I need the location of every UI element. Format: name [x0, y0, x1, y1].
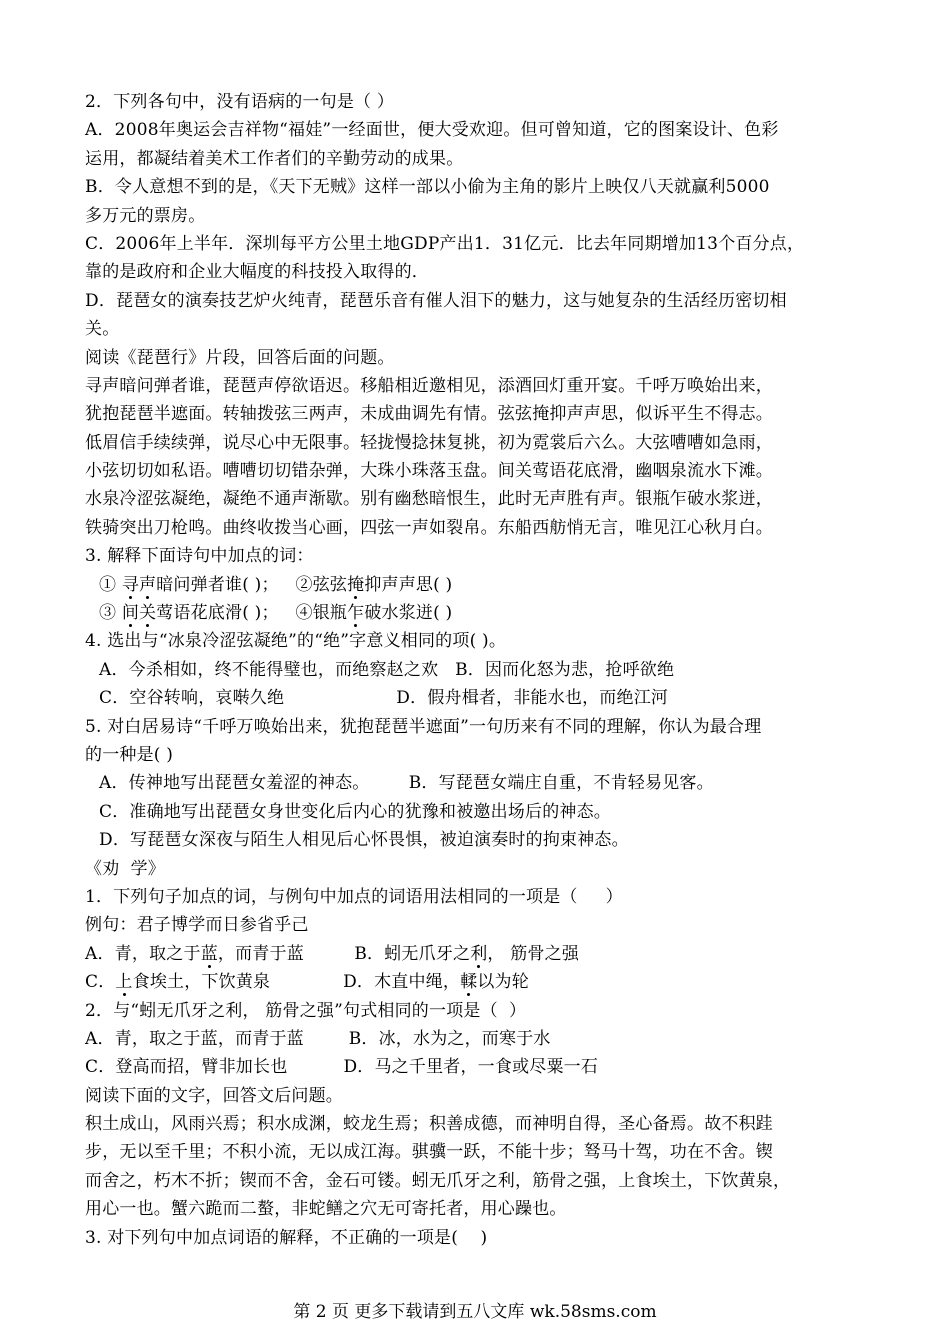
pipa-passage-line: 小弦切切如私语。嘈嘈切切错杂弹，大珠小珠落玉盘。间关莺语花底滑，幽咽泉流水下滩。 [85, 461, 773, 482]
question-2-stem: 2．下列各句中，没有语病的一句是（ ） [85, 92, 395, 112]
quanxue-passage-line: 步，无以至千里；不积小流，无以成江海。骐骥一跃，不能十步；驽马十驾，功在不舍。锲 [85, 1142, 773, 1163]
pipa-reading-intro: 阅读《琵琶行》片段，回答后面的问题。 [85, 347, 395, 368]
pipa-question-3-stem: 3. 解释下面诗句中加点的词： [85, 546, 314, 567]
quanxue-question-1-stem: 1．下列句子加点的词，与例句中加点的词语用法相同的一项是（ ） [85, 886, 623, 907]
quanxue-question-2-options-cd: C．登高而招，臂非加长也 D．马之千里者，一食或尽粟一石 [85, 1057, 599, 1078]
quanxue-example-sentence: 例句：君子博学而日参省乎己 [85, 915, 309, 936]
pipa-question-5-option-c: C．准确地写出琵琶女身世变化后内心的犹豫和被邀出场后的神态。 [99, 801, 612, 822]
quanxue-question-2-options-ab: A．青，取之于蓝，而青于蓝 B．冰，水为之，而寒于水 [85, 1028, 551, 1049]
option-d-line-1: D．琵琶女的演奏技艺炉火纯青，琵琶乐音有催人泪下的魅力，这与她复杂的生活经历密切相 [85, 290, 787, 311]
pipa-passage-line: 水泉冷涩弦凝绝，凝绝不通声渐歇。别有幽愁暗恨生，此时无声胜有声。银瓶乍破水浆迸， [85, 489, 773, 510]
pipa-question-5-option-d: D．写琵琶女深夜与陌生人相见后心怀畏惧，被迫演奏时的拘束神态。 [99, 830, 629, 851]
pipa-question-4-options: A．今杀相如，终不能得璧也，而绝察赵之欢 B．因而化怒为悲，抢呼欲绝 [99, 659, 675, 680]
option-a-line-2: 运用，都凝结着美术工作者们的辛勤劳动的成果。 [85, 148, 464, 169]
quanxue-section-title: 《劝 学》 [85, 858, 166, 879]
quanxue-question-1-options-ab: A．青，取之于蓝，而青于蓝 B．蚓无爪牙之利， 筋骨之强 [85, 943, 580, 964]
quanxue-question-1-options-cd: C．上食埃土，下饮黄泉 D．木直中绳，輮以为轮 [85, 972, 529, 993]
option-b-line-2: 多万元的票房。 [85, 205, 206, 226]
pipa-question-3-items-row: ① 寻声暗问弹者谁( )； ②弦弦掩抑声声思( ) [99, 574, 453, 595]
quanxue-reading-intro: 阅读下面的文字，回答文后问题。 [85, 1085, 343, 1106]
quanxue-question-2-stem: 2．与“蚓无爪牙之利， 筋骨之强”句式相同的一项是（ ） [85, 1000, 527, 1021]
pipa-passage-line: 低眉信手续续弹，说尽心中无限事。轻拢慢捻抹复挑，初为霓裳后六么。大弦嘈嘈如急雨， [85, 432, 773, 453]
page-footer: 第 2 页 更多下载请到五八文库 wk.58sms.com [293, 1302, 657, 1322]
quanxue-passage-line: 用心一也。蟹六跪而二螯，非蛇鳝之穴无可寄托者，用心躁也。 [85, 1199, 567, 1220]
pipa-question-5-stem: 的一种是( ) [85, 744, 174, 765]
quanxue-passage-line: 积土成山，风雨兴焉；积水成渊，蛟龙生焉；积善成德，而神明自得，圣心备焉。故不积跬 [85, 1114, 773, 1135]
pipa-passage-line: 寻声暗问弹者谁，琵琶声停欲语迟。移船相近邀相见，添酒回灯重开宴。千呼万唤始出来， [85, 375, 773, 396]
option-a-line-1: A．2008年奥运会吉祥物“福娃”一经面世，便大受欢迎。但可曾知道，它的图案设计、色彩 [85, 120, 779, 141]
option-c-line-2: 靠的是政府和企业大幅度的科技投入取得的． [85, 262, 429, 283]
quanxue-passage-line: 而舍之，朽木不折；锲而不舍，金石可镂。蚓无爪牙之利，筋骨之强，上食埃土，下饮黄泉， [85, 1170, 791, 1191]
option-c-line-1: C．2006年上半年．深圳每平方公里土地GDP产出1．31亿元．比去年同期增加13个百分点， [85, 233, 805, 254]
option-b-line-1: B．令人意想不到的是，《天下无贼》这样一部以小偷为主角的影片上映仅八天就赢利5000 [85, 177, 770, 198]
pipa-question-3-items-row: ③ 间关莺语花底滑( )； ④银瓶乍破水浆迸( ) [99, 603, 453, 624]
pipa-passage-line: 犹抱琵琶半遮面。转轴拨弦三两声，未成曲调先有情。弦弦掩抑声声思，似诉平生不得志。 [85, 404, 773, 425]
pipa-question-4-stem: 4. 选出与“冰泉冷涩弦凝绝”的“绝”字意义相同的项( )。 [85, 631, 507, 652]
pipa-question-4-options: C．空谷转响，哀啭久绝 D．假舟楫者，非能水也，而绝江河 [99, 688, 669, 709]
option-d-line-2: 关。 [85, 319, 120, 340]
pipa-question-5-stem: 5. 对白居易诗“千呼万唤始出来，犹抱琵琶半遮面”一句历来有不同的理解，你认为最合理 [85, 716, 762, 737]
document-page [85, 88, 885, 1252]
quanxue-question-3-stem: 3. 对下列句中加点词语的解释，不正确的一项是( ) [85, 1227, 488, 1248]
pipa-question-5-options: A．传神地写出琵琶女羞涩的神态。 B．写琵琶女端庄自重，不肯轻易见客。 [99, 773, 714, 794]
pipa-passage-line: 铁骑突出刀枪鸣。曲终收拨当心画，四弦一声如裂帛。东船西舫悄无言，唯见江心秋月白。 [85, 517, 773, 538]
